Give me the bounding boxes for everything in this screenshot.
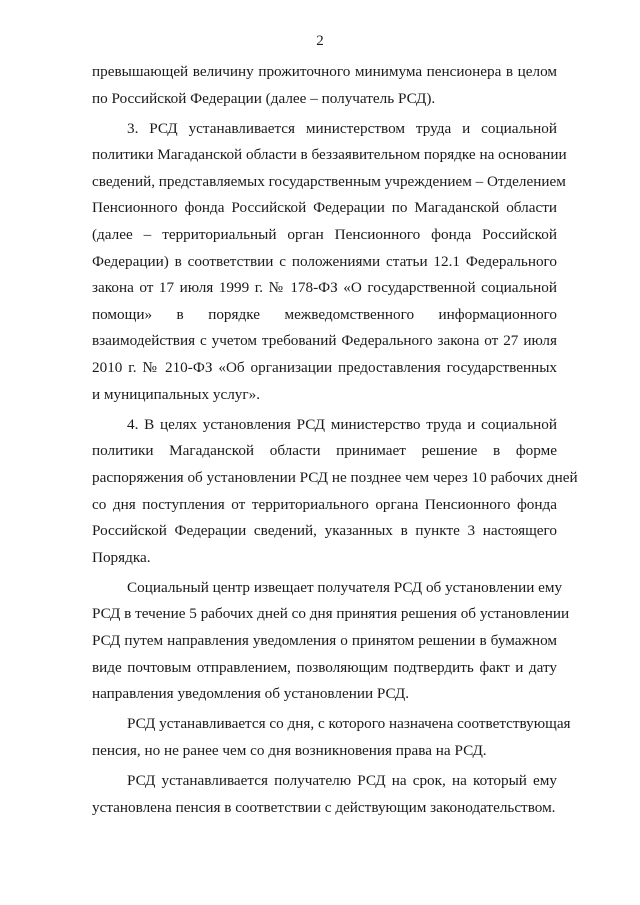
paragraph-item-3 [92, 116, 567, 409]
text-line: взаимодействия с учетом требований Федерального закона от 27 июля [92, 332, 557, 350]
text-line: пенсия, но не ранее чем со дня возникновения права на РСД. [92, 741, 487, 759]
text-line: Порядка. [92, 548, 151, 566]
document-body [92, 59, 578, 825]
text-line: РСД устанавливается со дня, с которого назначена соответствующая [127, 715, 571, 733]
text-line: 2010 г. № 210-ФЗ «Об организации предоставления государственных [92, 359, 557, 377]
text-line: Пенсионного фонда Российской Федерации по Магаданской области [92, 199, 557, 217]
paragraph-start-date [92, 711, 571, 764]
text-line: распоряжения об установлении РСД не позднее чем через 10 рабочих дней [92, 468, 578, 486]
paragraph-item-4 [92, 412, 578, 572]
text-line: РСД в течение 5 рабочих дней со дня принятия решения об установлении [92, 605, 570, 623]
paragraph-notification [92, 575, 570, 708]
text-line: со дня поступления от территориального органа Пенсионного фонда [92, 495, 557, 513]
text-line: помощи» в порядке межведомственного информационного [92, 305, 557, 323]
page-number: 2 [316, 33, 324, 49]
text-line: политики Магаданской области в беззаявительном порядке на основании [92, 146, 567, 164]
text-line: превышающей величину прожиточного минимума пенсионера в целом [92, 63, 557, 80]
text-line: 4. В целях установления РСД министерство труда и социальной [127, 415, 557, 433]
text-line: и муниципальных услуг». [92, 385, 260, 403]
paragraph-term [92, 768, 557, 821]
text-line: виде почтовым отправлением, позволяющим подтвердить факт и дату [92, 658, 557, 676]
paragraph-continuation [92, 59, 557, 112]
text-line: политики Магаданской области принимает решение в форме [92, 442, 557, 460]
text-line: РСД путем направления уведомления о принятом решении в бумажном [92, 631, 557, 649]
text-line: 3. РСД устанавливается министерством труда и социальной [127, 119, 557, 137]
text-line: сведений, представляемых государственным учреждением – Отделением [92, 172, 566, 190]
text-line: установлена пенсия в соответствии с действующим законодательством. [92, 798, 556, 816]
text-line: РСД устанавливается получателю РСД на срок, на который ему [127, 771, 557, 789]
text-line: (далее – территориальный орган Пенсионного фонда Российской [92, 226, 557, 244]
text-line: Российской Федерации сведений, указанных в пункте 3 настоящего [92, 522, 557, 540]
text-line: по Российской Федерации (далее – получатель РСД). [92, 89, 436, 107]
text-line: закона от 17 июля 1999 г. № 178-ФЗ «О государственной социальной [92, 279, 557, 297]
text-line: Федерации) в соответствии с положениями статьи 12.1 Федерального [92, 252, 557, 270]
text-line: Социальный центр извещает получателя РСД об установлении ему [127, 578, 563, 596]
text-line: направления уведомления об установлении РСД. [92, 685, 410, 703]
